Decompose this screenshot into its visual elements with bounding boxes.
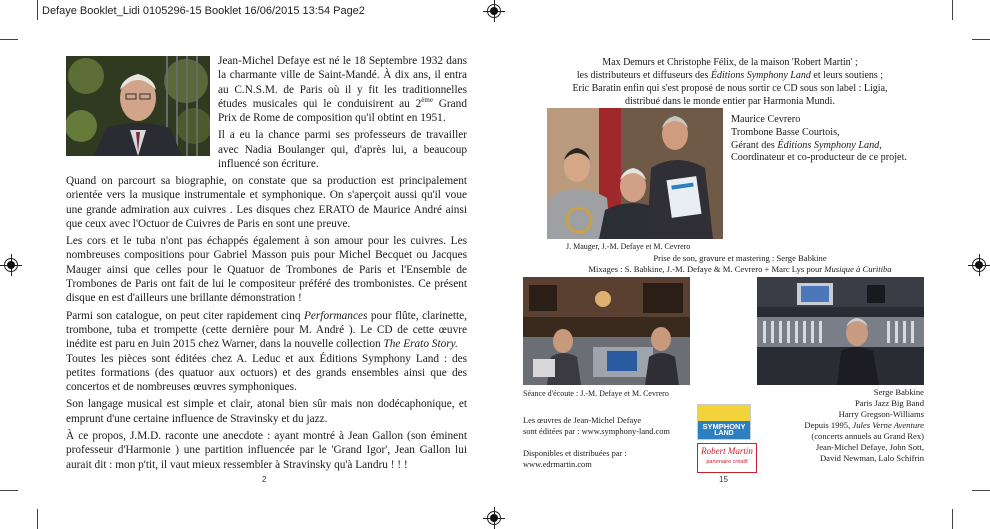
logo-text: Robert Martin	[701, 446, 753, 456]
crop-mark	[0, 39, 18, 40]
thanks-line: Eric Baratin enfin qui s'est proposé de nous sortir ce CD sous son label : Ligia,	[572, 83, 888, 94]
thanks-line: Max Demurs et Christophe Félix, de la maison 'Robert Martin' ;	[602, 57, 858, 68]
portrait-photo	[66, 56, 210, 156]
babkine-line: David Newman, Lalo Schifrin	[819, 453, 924, 463]
registration-mark-icon	[968, 254, 990, 276]
cevrero-role: Coordinateur et co-producteur de ce projet.	[731, 152, 907, 164]
credit-line: Mixages : S. Babkine, J.-M. Defaye & M. Cevrero + Marc Lys pour Musique à Curitiba	[588, 264, 892, 274]
registration-mark-icon	[0, 254, 22, 276]
robert-martin-logo	[697, 443, 757, 473]
registration-mark-icon	[483, 507, 505, 529]
editions-info	[523, 415, 670, 437]
crop-mark	[37, 509, 38, 529]
cevrero-info	[731, 114, 907, 165]
nadia-boulanger-paragraph: Il a eu la chance parmi ses professeurs de travailler avec Nadia Boulanger qui, d'après lui, a beaucoup influencé son écriture.	[218, 129, 467, 171]
babkine-line: Depuis 1995, Jules Verne Aventure	[804, 420, 924, 430]
cevrero-role: Trombone Basse Courtois,	[731, 126, 840, 138]
photo-caption-trio: J. Mauger, J.-M. Defaye et M. Cevrero	[566, 242, 691, 251]
cevrero-role: Gérant des Éditions Symphony Land,	[731, 139, 882, 151]
cevrero-name: Maurice Cevrero	[731, 114, 801, 125]
distribution-link[interactable]: www.edrmartin.com	[523, 460, 592, 469]
babkine-line: Paris Jazz Big Band	[855, 398, 924, 408]
registration-mark-icon	[483, 0, 505, 22]
distribution-line: Disponibles et distribuées par :	[523, 449, 627, 458]
crop-mark	[952, 509, 953, 529]
logo-text: LAND	[714, 430, 734, 437]
biography-body	[66, 174, 467, 472]
crop-mark	[37, 0, 38, 20]
logo-text: SYMPHONY	[702, 422, 746, 431]
crop-mark	[0, 490, 18, 491]
babkine-line: (concerts annuels au Grand Rex)	[811, 431, 924, 441]
logo-text: partenaire créatif	[706, 459, 748, 465]
horns-tuba-paragraph: Les cors et le tuba n'ont pas échappés également à son amour pour les cuivres. Les nombreuses compositions pour Gabriel Masson puis pour Michel Becquet ou Jacques Mauger ainsi que celles pour le Quatuor de Trombones de Paris et l'Ensemble de Trombones de Paris ont fait de lui le compositeur préféré des trombonistes. Ce présent disque en est d'ailleurs une brillante démonstration !	[66, 235, 467, 305]
symphony-land-logo	[697, 404, 751, 440]
distribution-info	[523, 448, 627, 470]
editions-link[interactable]: sont éditées par : www.symphony-land.com	[523, 427, 670, 436]
babkine-credits	[780, 387, 924, 464]
acknowledgements	[520, 56, 940, 108]
credit-line: Prise de son, gravure et mastering : Serge Babkine	[653, 253, 827, 263]
thanks-line: les distributeurs et diffuseurs des Éditions Symphony Land et leurs soutiens ;	[576, 70, 884, 81]
print-slug: Defaye Booklet_Lidi 0105296-15 Booklet 16/06/2015 13:54 Page2	[42, 5, 365, 17]
thanks-line: distribué dans le monde entier par Harmonia Mundi.	[625, 96, 835, 107]
photo-caption-studio: Séance d'écoute : J.-M. Defaye et M. Cevrero	[523, 389, 669, 398]
intro-paragraph: Jean-Michel Defaye est né le 18 Septembre 1932 dans la charmante ville de Saint-Mandé. À dix ans, il entra au C.N.S.M. de Paris où il y fit les traditionnelles études musicales qui le conduisirent au 2ème Grand Prix de Rome de composition qu'il obtint en 1951.	[218, 55, 467, 125]
production-paragraph: Quand on parcourt sa biographie, on constate que sa production est principalement orientée vers la musique instrumentale et symphonique. On s'aperçoit aussi qu'il voue une grande admiration aux cuivres . Les disques chez ERATO de Maurice André ainsi que ceux avec l'Octuor de Cuivres de Paris en sont une preuve.	[66, 175, 467, 230]
crop-mark	[952, 0, 953, 20]
page-number-right: 15	[719, 475, 728, 484]
babkine-console-photo	[757, 277, 924, 385]
intro-block	[218, 54, 467, 171]
recording-credits	[540, 253, 940, 275]
crop-mark	[972, 39, 990, 40]
trio-photo	[547, 108, 723, 239]
language-paragraph: Son langage musical est simple et clair, atonal bien sûr mais non dodécaphonique, et emprunt d'une certaine influence de Stravinsky et du jazz.	[66, 398, 467, 425]
editions-line: Les œuvres de Jean-Michel Defaye	[523, 416, 642, 425]
babkine-line: Serge Babkine	[873, 387, 924, 397]
catalogue-paragraph: Parmi son catalogue, on peut citer rapidement cinq Performances pour flûte, clarinette, trombone, tuba et trompette (cette dernière pour M. André ). Le CD de cette œuvre inédite est paru en Juin 2015 chez Warner, dans la nouvelle collection The Erato Story.	[66, 309, 468, 351]
editions-paragraph: Toutes les pièces sont éditées chez A. Leduc et aux Éditions Symphony Land : des petites formations (des quatuor aux octuors) et des grands ensembles ainsi que des concertos et de nombreuses œuvres symphoniques.	[66, 352, 467, 394]
babkine-line: Harry Gregson-Williams	[838, 409, 924, 419]
page-number-left: 2	[262, 475, 267, 484]
babkine-line: Jean-Michel Defaye, John Sott,	[815, 442, 924, 452]
anecdote-paragraph: À ce propos, J.M.D. raconte une anecdote : ayant montré à Jean Gallon (son éminent professeur d'Harmonie ) une partition influencée par le 'Grand Igor', Jean Gallon lui aurait dit : mon p'tit, il vaut mieux ressembler à Stravinsky qu'à Landru ! ! !	[66, 430, 467, 471]
crop-mark	[972, 490, 990, 491]
studio-session-photo	[523, 277, 690, 385]
